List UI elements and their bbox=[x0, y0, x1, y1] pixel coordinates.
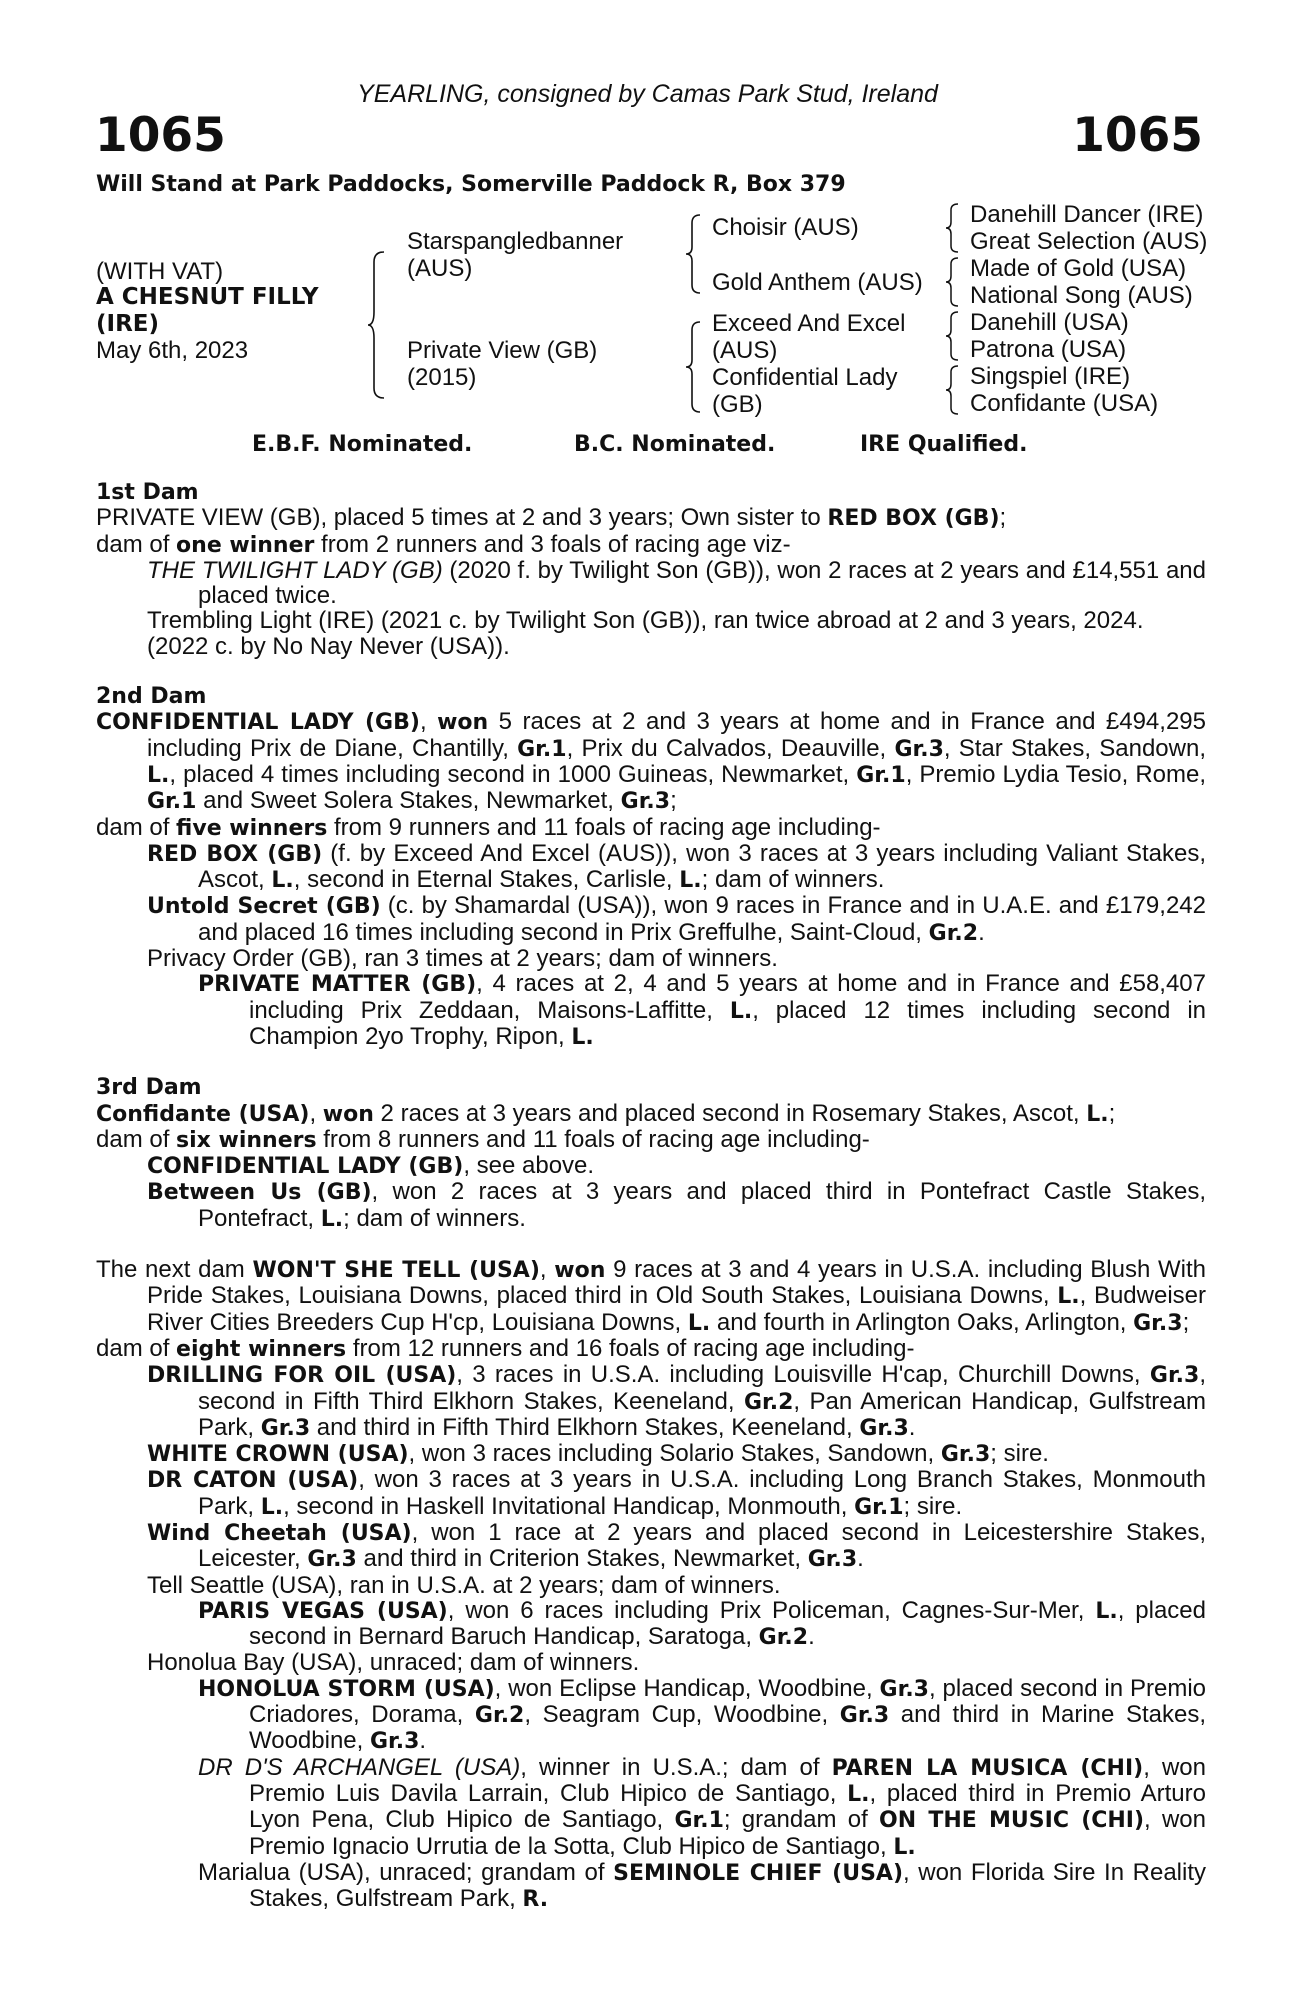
second-dam-p1: CONFIDENTIAL LADY (GB), won 5 races at 2 and 3 years at home and in France and £494,295 including Prix de Diane, Chantilly, Gr.1, Prix du Calvados, Deauville, Gr.3, Star Stakes, Sandown, L., placed 4 times including second in 1000 Guineas, Newmarket, Gr.1, Premio Lydia Tesio, Rome, Gr.1 and Sweet Solera Stakes, Newmarket, Gr.3; bbox=[96, 708, 1207, 815]
next-dam-produce-1: DRILLING FOR OIL (USA), 3 races in U.S.A. including Louisville H'cap, Churchill Downs, Gr.3, second in Fifth Third Elkhorn Stakes, Keeneland, Gr.2, Pan American Handicap, Gulfstream Park, Gr.3 and third in Fifth Third Elkhorn Stakes, Keeneland, Gr.3. bbox=[147, 1361, 1206, 1441]
g3-1: Danehill Dancer (IRE) bbox=[970, 201, 1204, 228]
g3-3: Made of Gold (USA) bbox=[970, 255, 1187, 282]
second-dam-grandproduce-1: PRIVATE MATTER (GB), 4 races at 2, 4 and 5 years at home and in France and £58,407 including Prix Zeddaan, Maisons-Laffitte, L., placed 12 times including second in Champion 2yo Trophy, Ripon, L. bbox=[198, 970, 1207, 1050]
nomination-ire: IRE Qualified. bbox=[860, 432, 1028, 457]
pedigree-brace-sire bbox=[686, 213, 702, 295]
third-dam-produce-2: Between Us (GB), won 2 races at 3 years and placed third in Pontefract Castle Stakes, Pontefract, L.; dam of winners. bbox=[147, 1178, 1207, 1232]
next-dam-produce-3: DR CATON (USA), won 3 races at 3 years in U.S.A. including Long Branch Stakes, Monmouth Park, L., second in Haskell Invitational Handicap, Monmouth, Gr.1; sire. bbox=[147, 1466, 1207, 1520]
sire-dam: Gold Anthem (AUS) bbox=[712, 269, 923, 296]
third-dam-produce-1: CONFIDENTIAL LADY (GB), see above. bbox=[147, 1152, 595, 1180]
first-dam-produce-3: (2022 c. by No Nay Never (USA)). bbox=[147, 632, 510, 660]
third-dam-heading: 3rd Dam bbox=[96, 1075, 202, 1101]
next-dam-grandproduce-1: PARIS VEGAS (USA), won 6 races including Prix Policeman, Cagnes-Sur-Mer, L., placed second in Bernard Baruch Handicap, Saratoga, Gr.2. bbox=[198, 1596, 1207, 1651]
dam-line-body bbox=[96, 480, 1206, 1912]
first-dam-p2: dam of one winner from 2 runners and 3 foals of racing age viz- bbox=[96, 530, 791, 558]
dam-line2: (2015) bbox=[407, 364, 477, 391]
horse-name-line2: (IRE) bbox=[96, 311, 160, 337]
sire-line2: (AUS) bbox=[407, 255, 473, 282]
sire-line1: Starspangledbanner bbox=[407, 228, 624, 255]
first-dam-produce-1: THE TWILIGHT LADY (GB) (2020 f. by Twilight Son (GB)), won 2 races at 2 years and £14,551 and placed twice. bbox=[147, 556, 1206, 610]
second-dam-produce-1: RED BOX (GB) (f. by Exceed And Excel (AUS)), won 3 races at 3 years including Valiant Stakes, Ascot, L., second in Eternal Stakes, Carlisle, L.; dam of winners. bbox=[147, 839, 1206, 894]
dam-dam-line2: (GB) bbox=[712, 391, 763, 418]
g3-5: Danehill (USA) bbox=[970, 309, 1129, 336]
next-dam-grandproduce-2: HONOLUA STORM (USA), won Eclipse Handicap, Woodbine, Gr.3, placed second in Premio Criadores, Dorama, Gr.2, Seagram Cup, Woodbine, Gr.3 and third in Marine Stakes, Woodbine, Gr.3. bbox=[198, 1674, 1207, 1755]
g3-8: Confidante (USA) bbox=[970, 390, 1159, 417]
pedigree-brace-g3-1 bbox=[946, 202, 960, 254]
third-dam-p2: dam of six winners from 8 runners and 11 foals of racing age including- bbox=[96, 1125, 870, 1153]
next-dam-grandproduce-3: DR D'S ARCHANGEL (USA), winner in U.S.A.; dam of PAREN LA MUSICA (CHI), won Premio Luis Davila Larrain, Club Hipico de Santiago, L., placed third in Premio Arturo Lyon Pena, Club Hipico de Santiago, Gr.1; grandam of ON THE MUSIC (CHI), won Premio Ignacio Urrutia de la Sotta, Club Hipico de Santiago, L. bbox=[198, 1753, 1206, 1860]
first-dam-p1: PRIVATE VIEW (GB), placed 5 times at 2 and 3 years; Own sister to RED BOX (GB); bbox=[96, 504, 1007, 532]
next-dam-produce-2: WHITE CROWN (USA), won 3 races including Solario Stakes, Sandown, Gr.3; sire. bbox=[147, 1440, 1049, 1468]
second-dam-produce-3: Privacy Order (GB), ran 3 times at 2 years; dam of winners. bbox=[147, 945, 778, 973]
consignment-line: YEARLING, consigned by Camas Park Stud, Ireland bbox=[357, 80, 938, 108]
second-dam-produce-2: Untold Secret (GB) (c. by Shamardal (USA)), won 9 races in France and in U.A.E. and £179,242 and placed 16 times including second in Prix Greffulhe, Saint-Cloud, Gr.2. bbox=[147, 892, 1206, 946]
dam-sire-line1: Exceed And Excel bbox=[712, 310, 906, 337]
vat-note: (WITH VAT) bbox=[96, 258, 224, 285]
g3-2: Great Selection (AUS) bbox=[970, 228, 1208, 255]
pedigree-brace-g3-4 bbox=[946, 364, 960, 416]
next-dam-grandproduce-4: Marialua (USA), unraced; grandam of SEMINOLE CHIEF (USA), won Florida Sire In Reality Stakes, Gulfstream Park, R. bbox=[198, 1858, 1207, 1913]
first-dam-heading: 1st Dam bbox=[96, 480, 199, 505]
sire-sire: Choisir (AUS) bbox=[712, 214, 859, 241]
foaling-date: May 6th, 2023 bbox=[96, 337, 249, 364]
third-dam-p1: Confidante (USA), won 2 races at 3 years and placed second in Rosemary Stakes, Ascot, L.; bbox=[96, 1099, 1116, 1127]
g3-7: Singspiel (IRE) bbox=[970, 363, 1131, 390]
stand-location: Will Stand at Park Paddocks, Somerville Paddock R, Box 379 bbox=[96, 172, 846, 197]
g3-6: Patrona (USA) bbox=[970, 336, 1127, 363]
dam-line1: Private View (GB) bbox=[407, 337, 598, 364]
pedigree-brace-g3-3 bbox=[946, 310, 960, 362]
next-dam-p2: dam of eight winners from 12 runners and 16 foals of racing age including- bbox=[96, 1334, 915, 1362]
pedigree-brace-g3-2 bbox=[946, 256, 960, 308]
first-dam-produce-2: Trembling Light (IRE) (2021 c. by Twilight Son (GB)), ran twice abroad at 2 and 3 years, 2024. bbox=[147, 607, 1144, 635]
nomination-bc: B.C. Nominated. bbox=[574, 432, 776, 457]
g3-4: National Song (AUS) bbox=[970, 282, 1193, 309]
second-dam-p2: dam of five winners from 9 runners and 11 foals of racing age including- bbox=[96, 813, 881, 841]
nomination-ebf: E.B.F. Nominated. bbox=[252, 432, 473, 457]
next-dam-p1: The next dam WON'T SHE TELL (USA), won 9 races at 3 and 4 years in U.S.A. including Blush With Pride Stakes, Louisiana Downs, placed third in Old South Stakes, Louisiana Downs, L., Budweiser River Cities Breeders Cup H'cp, Louisiana Downs, L. and fourth in Arlington Oaks, Arlington, Gr.3; bbox=[96, 1256, 1206, 1336]
second-dam-heading: 2nd Dam bbox=[96, 684, 207, 710]
lot-number-left: 1065 bbox=[95, 108, 226, 163]
dam-sire-line2: (AUS) bbox=[712, 337, 778, 364]
next-dam-produce-6: Honolua Bay (USA), unraced; dam of winners. bbox=[147, 1649, 640, 1677]
pedigree-brace-dam bbox=[686, 320, 702, 414]
horse-name-line1: A CHESNUT FILLY bbox=[96, 284, 319, 310]
next-dam-produce-4: Wind Cheetah (USA), won 1 race at 2 years and placed second in Leicestershire Stakes, Leicester, Gr.3 and third in Criterion Stakes, Newmarket, Gr.3. bbox=[147, 1518, 1206, 1573]
pedigree-brace-main bbox=[368, 250, 388, 400]
lot-number-right: 1065 bbox=[1072, 108, 1203, 163]
dam-dam-line1: Confidential Lady bbox=[712, 364, 898, 391]
next-dam-produce-5: Tell Seattle (USA), ran in U.S.A. at 2 years; dam of winners. bbox=[147, 1571, 781, 1599]
